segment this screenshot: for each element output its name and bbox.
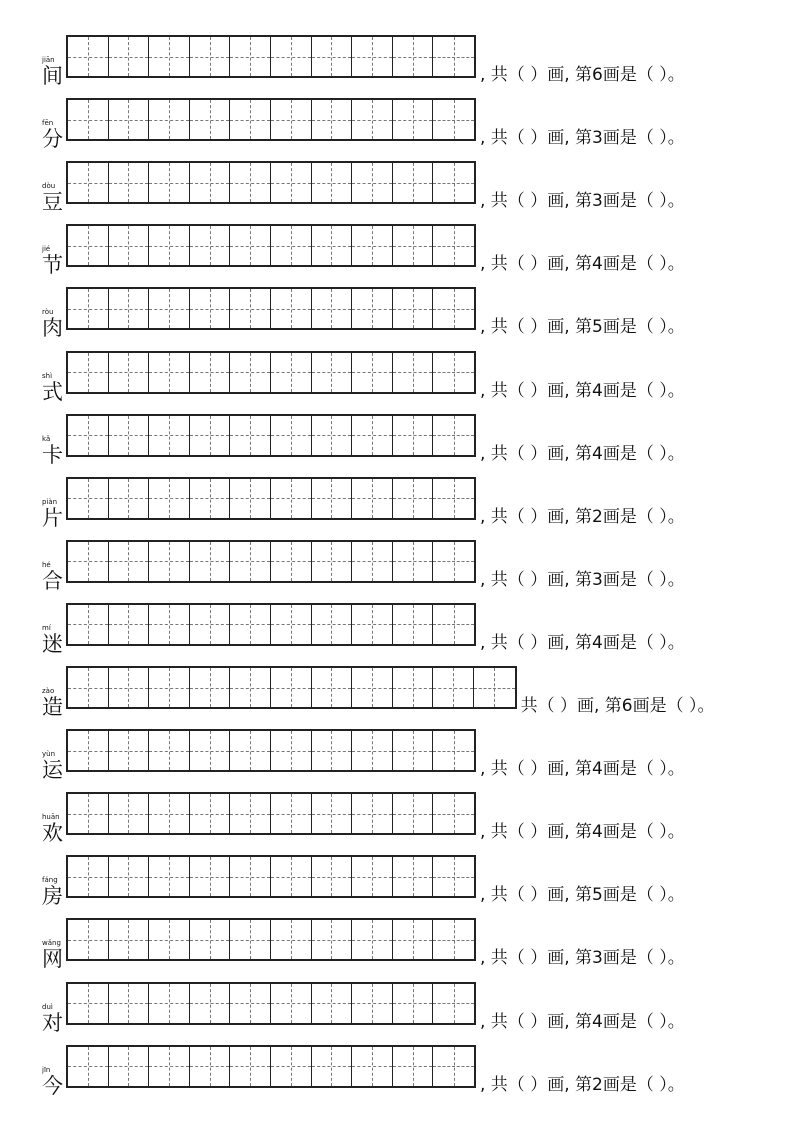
writing-cell[interactable]	[474, 668, 515, 707]
writing-cell[interactable]	[68, 668, 109, 707]
writing-cell[interactable]	[190, 605, 231, 644]
writing-cell[interactable]	[68, 479, 109, 518]
writing-cell[interactable]	[352, 289, 393, 328]
exercise-row	[0, 729, 800, 785]
writing-cell[interactable]	[68, 353, 109, 392]
writing-grid	[66, 603, 476, 646]
writing-cell[interactable]	[230, 731, 271, 770]
writing-cell[interactable]	[393, 100, 434, 139]
writing-cell[interactable]	[149, 668, 190, 707]
stroke-question: , 共（ ）画, 第3画是（ ）。	[480, 128, 685, 149]
writing-grid	[66, 161, 476, 204]
chinese-character: 合	[42, 568, 63, 593]
writing-cell[interactable]	[109, 289, 150, 328]
chinese-character: 豆	[42, 190, 63, 215]
chinese-character: 房	[42, 884, 63, 909]
writing-grid	[66, 414, 476, 457]
writing-cell[interactable]	[352, 100, 393, 139]
chinese-character: 节	[42, 253, 63, 278]
writing-cell[interactable]	[271, 794, 312, 833]
character-label	[42, 540, 66, 596]
writing-cell[interactable]	[312, 479, 353, 518]
exercise-row	[0, 351, 800, 407]
writing-cell[interactable]	[271, 984, 312, 1023]
writing-cell[interactable]	[149, 353, 190, 392]
writing-cell[interactable]	[393, 289, 434, 328]
character-label	[42, 98, 66, 154]
writing-cell[interactable]	[393, 794, 434, 833]
writing-cell[interactable]	[109, 100, 150, 139]
writing-cell[interactable]	[393, 668, 434, 707]
stroke-question: , 共（ ）画, 第4画是（ ）。	[480, 254, 685, 275]
writing-cell[interactable]	[312, 289, 353, 328]
writing-cell[interactable]	[433, 984, 474, 1023]
writing-cell[interactable]	[352, 731, 393, 770]
writing-cell[interactable]	[271, 857, 312, 896]
writing-cell[interactable]	[230, 163, 271, 202]
writing-grid	[66, 855, 476, 898]
writing-cell[interactable]	[230, 857, 271, 896]
stroke-question: , 共（ ）画, 第5画是（ ）。	[480, 885, 685, 906]
writing-grid	[66, 224, 476, 267]
writing-cell[interactable]	[312, 731, 353, 770]
chinese-character: 间	[42, 64, 63, 88]
writing-cell[interactable]	[190, 857, 231, 896]
writing-cell[interactable]	[271, 289, 312, 328]
pinyin: hé	[42, 560, 51, 569]
writing-cell[interactable]	[190, 37, 231, 76]
writing-cell[interactable]	[149, 857, 190, 896]
exercise-row	[0, 540, 800, 596]
writing-cell[interactable]	[433, 857, 474, 896]
writing-cell[interactable]	[149, 1047, 190, 1086]
writing-cell[interactable]	[312, 226, 353, 265]
writing-cell[interactable]	[433, 226, 474, 265]
character-label	[42, 729, 66, 785]
writing-cell[interactable]	[190, 353, 231, 392]
exercise-row	[0, 98, 800, 154]
writing-cell[interactable]	[68, 416, 109, 455]
writing-cell[interactable]	[352, 1047, 393, 1086]
writing-grid	[66, 1045, 476, 1088]
character-label	[42, 414, 66, 470]
writing-cell[interactable]	[393, 857, 434, 896]
writing-cell[interactable]	[230, 984, 271, 1023]
character-label	[42, 855, 66, 911]
pinyin: dòu	[42, 182, 56, 191]
writing-cell[interactable]	[190, 100, 231, 139]
stroke-question: , 共（ ）画, 第6画是（ ）。	[480, 65, 685, 85]
writing-cell[interactable]	[271, 1047, 312, 1086]
exercise-row	[0, 982, 800, 1038]
writing-cell[interactable]	[190, 984, 231, 1023]
writing-cell[interactable]	[433, 37, 474, 76]
chinese-character: 式	[42, 379, 63, 404]
exercise-row	[0, 224, 800, 280]
writing-cell[interactable]	[149, 226, 190, 265]
stroke-question: , 共（ ）画, 第4画是（ ）。	[480, 759, 685, 780]
writing-cell[interactable]	[433, 542, 474, 581]
writing-cell[interactable]	[271, 416, 312, 455]
writing-cell[interactable]	[68, 920, 109, 959]
writing-cell[interactable]	[433, 163, 474, 202]
writing-cell[interactable]	[190, 163, 231, 202]
chinese-character: 迷	[42, 631, 63, 656]
writing-cell[interactable]	[352, 479, 393, 518]
writing-cell[interactable]	[393, 163, 434, 202]
pinyin: zào	[42, 687, 55, 695]
writing-grid	[66, 98, 476, 141]
chinese-character: 分	[42, 127, 63, 152]
exercise-row	[0, 855, 800, 911]
character-label	[42, 1045, 66, 1101]
writing-cell[interactable]	[393, 353, 434, 392]
writing-cell[interactable]	[149, 163, 190, 202]
writing-cell[interactable]	[149, 605, 190, 644]
writing-cell[interactable]	[433, 479, 474, 518]
writing-cell[interactable]	[109, 163, 150, 202]
exercise-row	[0, 161, 800, 217]
writing-cell[interactable]	[230, 605, 271, 644]
writing-cell[interactable]	[433, 1047, 474, 1086]
pinyin: kǎ	[42, 434, 51, 443]
writing-cell[interactable]	[312, 857, 353, 896]
stroke-question: 共（ ）画, 第6画是（ ）。	[520, 696, 715, 716]
writing-grid	[66, 982, 476, 1025]
writing-cell[interactable]	[109, 226, 150, 265]
writing-cell[interactable]	[190, 479, 231, 518]
writing-grid	[66, 35, 476, 78]
writing-cell[interactable]	[352, 37, 393, 76]
writing-cell[interactable]	[109, 1047, 150, 1086]
writing-cell[interactable]	[190, 542, 231, 581]
writing-cell[interactable]	[149, 920, 190, 959]
pinyin: jiān	[42, 56, 55, 64]
exercise-row	[0, 477, 800, 533]
writing-cell[interactable]	[149, 479, 190, 518]
writing-cell[interactable]	[271, 920, 312, 959]
pinyin: jīn	[42, 1065, 51, 1074]
writing-cell[interactable]	[433, 794, 474, 833]
writing-cell[interactable]	[352, 163, 393, 202]
writing-cell[interactable]	[190, 794, 231, 833]
writing-cell[interactable]	[68, 100, 109, 139]
writing-cell[interactable]	[433, 289, 474, 328]
chinese-character: 欢	[42, 821, 63, 846]
writing-cell[interactable]	[312, 353, 353, 392]
writing-cell[interactable]	[352, 353, 393, 392]
writing-cell[interactable]	[190, 731, 231, 770]
pinyin: huān	[42, 813, 60, 822]
writing-grid	[66, 918, 476, 961]
writing-cell[interactable]	[393, 416, 434, 455]
writing-cell[interactable]	[230, 920, 271, 959]
writing-grid	[66, 666, 517, 709]
writing-cell[interactable]	[230, 1047, 271, 1086]
writing-grid	[66, 729, 476, 772]
writing-cell[interactable]	[433, 920, 474, 959]
stroke-question: , 共（ ）画, 第4画是（ ）。	[480, 380, 685, 401]
writing-cell[interactable]	[352, 668, 393, 707]
writing-cell[interactable]	[149, 542, 190, 581]
writing-cell[interactable]	[433, 100, 474, 139]
chinese-character: 今	[42, 1073, 63, 1098]
writing-cell[interactable]	[271, 731, 312, 770]
writing-cell[interactable]	[352, 794, 393, 833]
exercise-row	[0, 918, 800, 974]
writing-cell[interactable]	[271, 605, 312, 644]
chinese-character: 肉	[42, 316, 63, 341]
writing-cell[interactable]	[190, 668, 231, 707]
writing-cell[interactable]	[190, 226, 231, 265]
writing-cell[interactable]	[149, 416, 190, 455]
writing-cell[interactable]	[312, 163, 353, 202]
writing-grid	[66, 792, 476, 835]
writing-cell[interactable]	[352, 984, 393, 1023]
writing-cell[interactable]	[393, 920, 434, 959]
writing-cell[interactable]	[352, 857, 393, 896]
exercise-row	[0, 603, 800, 659]
chinese-character: 运	[42, 758, 63, 783]
stroke-question: , 共（ ）画, 第4画是（ ）。	[480, 632, 685, 653]
character-label	[42, 792, 66, 848]
writing-cell[interactable]	[271, 479, 312, 518]
writing-cell[interactable]	[433, 353, 474, 392]
writing-cell[interactable]	[230, 794, 271, 833]
writing-cell[interactable]	[190, 920, 231, 959]
character-label	[42, 35, 66, 91]
exercise-row	[0, 792, 800, 848]
character-label	[42, 161, 66, 217]
writing-cell[interactable]	[68, 794, 109, 833]
writing-cell[interactable]	[149, 100, 190, 139]
writing-cell[interactable]	[393, 605, 434, 644]
writing-cell[interactable]	[393, 226, 434, 265]
character-label	[42, 477, 66, 533]
stroke-question: , 共（ ）画, 第4画是（ ）。	[480, 822, 685, 843]
writing-cell[interactable]	[312, 542, 353, 581]
writing-cell[interactable]	[149, 37, 190, 76]
writing-cell[interactable]	[109, 731, 150, 770]
writing-cell[interactable]	[109, 920, 150, 959]
writing-cell[interactable]	[433, 605, 474, 644]
character-label	[42, 224, 66, 280]
writing-cell[interactable]	[352, 416, 393, 455]
writing-cell[interactable]	[433, 416, 474, 455]
writing-cell[interactable]	[109, 605, 150, 644]
writing-cell[interactable]	[109, 542, 150, 581]
writing-cell[interactable]	[109, 37, 150, 76]
writing-cell[interactable]	[230, 37, 271, 76]
exercise-row	[0, 1045, 800, 1101]
exercise-row	[0, 414, 800, 470]
writing-cell[interactable]	[230, 542, 271, 581]
pinyin: fēn	[42, 119, 54, 128]
pinyin: fáng	[42, 876, 58, 885]
writing-cell[interactable]	[271, 542, 312, 581]
stroke-question: , 共（ ）画, 第2画是（ ）。	[480, 1074, 685, 1095]
writing-cell[interactable]	[271, 668, 312, 707]
writing-cell[interactable]	[312, 984, 353, 1023]
writing-cell[interactable]	[312, 416, 353, 455]
character-label	[42, 351, 66, 407]
writing-cell[interactable]	[68, 857, 109, 896]
writing-cell[interactable]	[68, 1047, 109, 1086]
writing-cell[interactable]	[190, 1047, 231, 1086]
chinese-character: 对	[42, 1010, 63, 1035]
stroke-question: , 共（ ）画, 第4画是（ ）。	[480, 1011, 685, 1032]
stroke-question: , 共（ ）画, 第4画是（ ）。	[480, 443, 685, 464]
writing-cell[interactable]	[68, 542, 109, 581]
writing-cell[interactable]	[312, 1047, 353, 1086]
writing-cell[interactable]	[230, 479, 271, 518]
writing-cell[interactable]	[109, 353, 150, 392]
writing-cell[interactable]	[149, 984, 190, 1023]
writing-cell[interactable]	[109, 984, 150, 1023]
chinese-character: 片	[42, 505, 63, 530]
chinese-character: 卡	[42, 442, 63, 467]
pinyin: duì	[42, 1002, 53, 1011]
pinyin: shì	[42, 371, 53, 380]
writing-cell[interactable]	[312, 100, 353, 139]
writing-cell[interactable]	[230, 353, 271, 392]
stroke-question: , 共（ ）画, 第5画是（ ）。	[480, 317, 685, 338]
character-label	[42, 287, 66, 343]
writing-cell[interactable]	[271, 37, 312, 76]
writing-cell[interactable]	[149, 794, 190, 833]
stroke-question: , 共（ ）画, 第3画是（ ）。	[480, 191, 685, 212]
pinyin: wǎng	[42, 939, 61, 948]
character-label	[42, 918, 66, 974]
stroke-question: , 共（ ）画, 第2画是（ ）。	[480, 506, 685, 527]
writing-cell[interactable]	[312, 37, 353, 76]
writing-cell[interactable]	[109, 479, 150, 518]
writing-cell[interactable]	[393, 37, 434, 76]
writing-cell[interactable]	[109, 794, 150, 833]
pinyin: yùn	[42, 750, 56, 759]
chinese-character: 网	[42, 947, 63, 972]
chinese-character: 造	[42, 695, 63, 719]
stroke-question: , 共（ ）画, 第3画是（ ）。	[480, 948, 685, 969]
character-label	[42, 666, 66, 722]
writing-cell[interactable]	[109, 857, 150, 896]
writing-grid	[66, 540, 476, 583]
writing-cell[interactable]	[352, 542, 393, 581]
writing-cell[interactable]	[393, 984, 434, 1023]
writing-cell[interactable]	[230, 100, 271, 139]
writing-cell[interactable]	[393, 731, 434, 770]
writing-cell[interactable]	[68, 731, 109, 770]
writing-grid	[66, 351, 476, 394]
writing-cell[interactable]	[271, 100, 312, 139]
writing-cell[interactable]	[190, 289, 231, 328]
writing-cell[interactable]	[352, 605, 393, 644]
writing-cell[interactable]	[352, 226, 393, 265]
writing-cell[interactable]	[271, 353, 312, 392]
writing-cell[interactable]	[109, 416, 150, 455]
writing-cell[interactable]	[149, 289, 190, 328]
writing-cell[interactable]	[68, 289, 109, 328]
pinyin: piàn	[42, 497, 58, 506]
writing-cell[interactable]	[68, 226, 109, 265]
writing-cell[interactable]	[352, 920, 393, 959]
writing-cell[interactable]	[230, 668, 271, 707]
character-label	[42, 603, 66, 659]
writing-cell[interactable]	[393, 1047, 434, 1086]
writing-cell[interactable]	[271, 163, 312, 202]
exercise-row	[0, 35, 800, 91]
writing-cell[interactable]	[433, 731, 474, 770]
writing-grid	[66, 287, 476, 330]
writing-cell[interactable]	[68, 605, 109, 644]
pinyin: mí	[42, 623, 51, 632]
writing-cell[interactable]	[68, 984, 109, 1023]
writing-grid	[66, 477, 476, 520]
writing-cell[interactable]	[109, 668, 150, 707]
writing-cell[interactable]	[230, 416, 271, 455]
writing-cell[interactable]	[230, 226, 271, 265]
character-label	[42, 982, 66, 1038]
writing-cell[interactable]	[393, 479, 434, 518]
writing-cell[interactable]	[271, 226, 312, 265]
pinyin: jié	[42, 245, 51, 254]
writing-cell[interactable]	[312, 920, 353, 959]
exercise-row	[0, 666, 800, 722]
pinyin: ròu	[42, 308, 54, 317]
writing-cell[interactable]	[433, 668, 474, 707]
writing-cell[interactable]	[149, 731, 190, 770]
stroke-question: , 共（ ）画, 第3画是（ ）。	[480, 569, 685, 590]
writing-cell[interactable]	[393, 542, 434, 581]
exercise-row	[0, 287, 800, 343]
writing-cell[interactable]	[312, 605, 353, 644]
writing-cell[interactable]	[312, 794, 353, 833]
writing-cell[interactable]	[68, 163, 109, 202]
writing-cell[interactable]	[190, 416, 231, 455]
writing-cell[interactable]	[312, 668, 353, 707]
writing-cell[interactable]	[230, 289, 271, 328]
writing-cell[interactable]	[68, 37, 109, 76]
